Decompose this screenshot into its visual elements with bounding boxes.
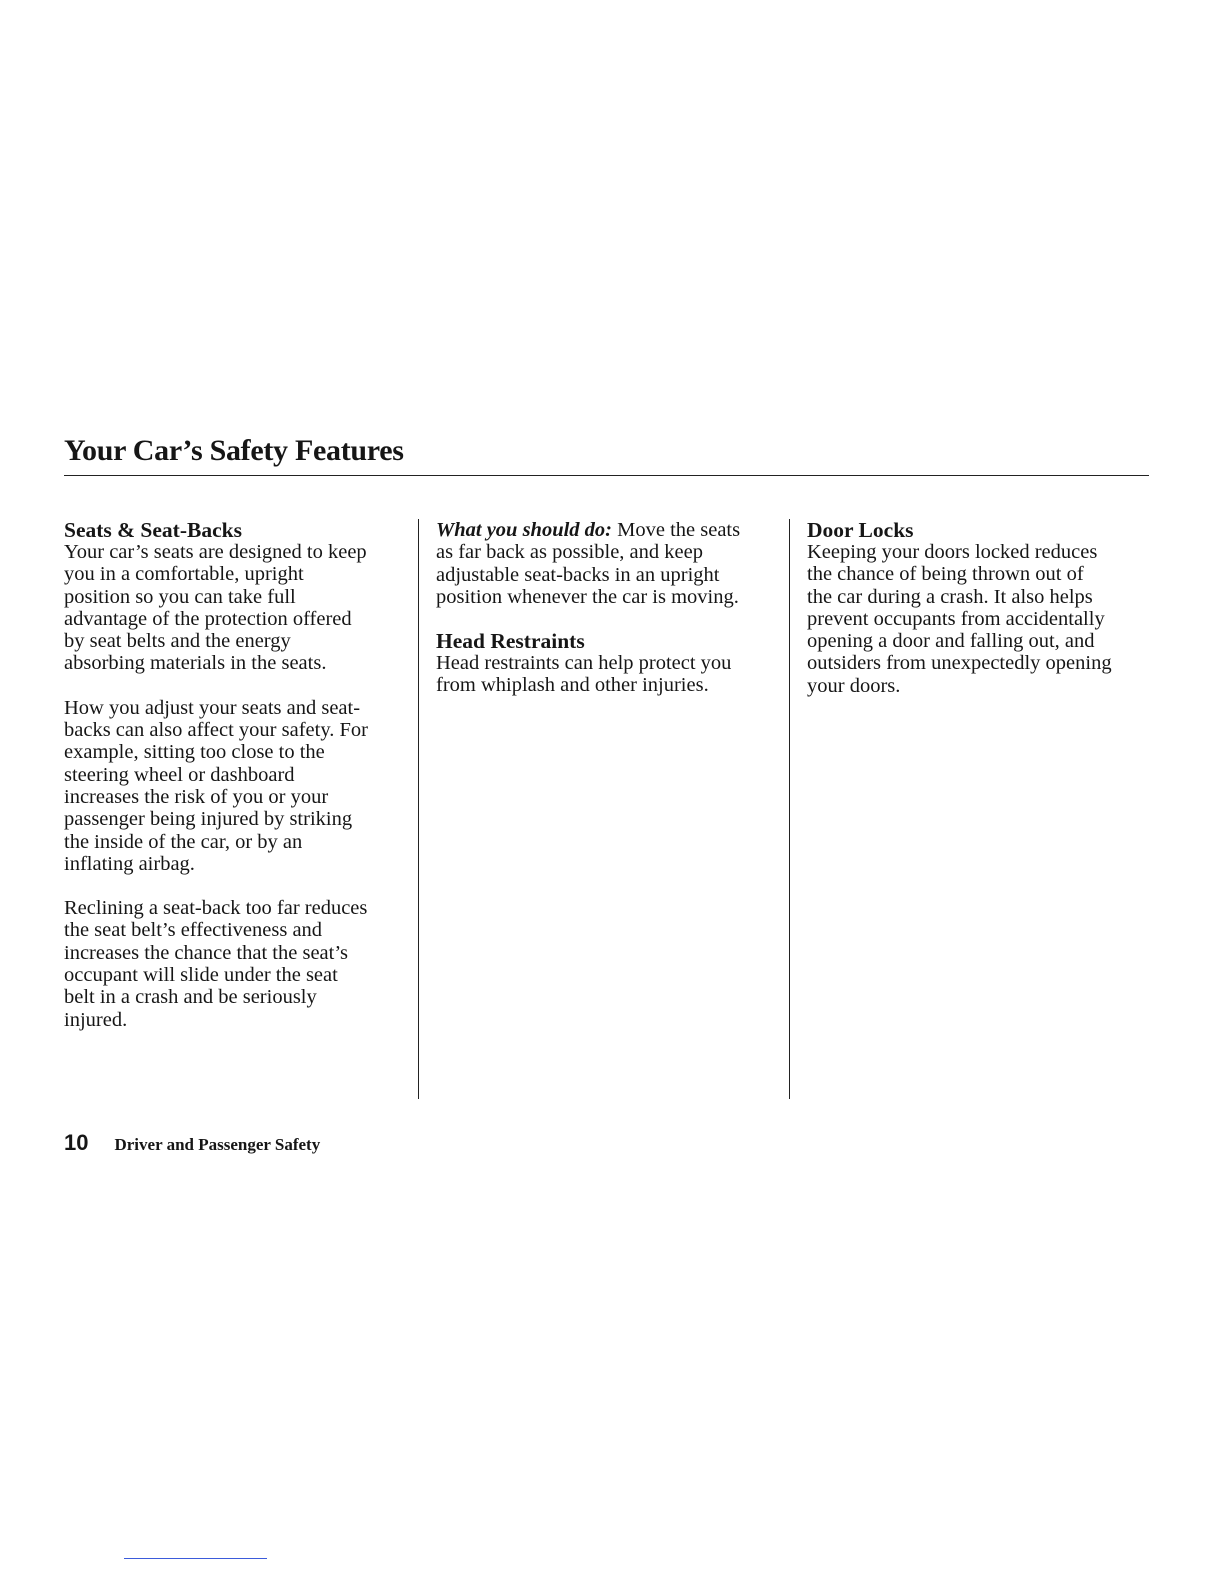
column-head-restraints xyxy=(418,519,790,1099)
page-title: Your Car’s Safety Features xyxy=(64,434,404,467)
column-seats xyxy=(64,519,414,1099)
what-you-should-do-text: Move the seats as far back as possible, and keep adjustable seat-backs in an upright position whenever the car is moving. xyxy=(436,519,741,608)
what-you-should-do-paragraph xyxy=(436,519,790,608)
seats-paragraph-2: How you adjust your seats and seat- backs can also affect your safety. For example, sitting too close to the steering wheel or dashboard increases the risk of you or your passenger being injured by striking the inside of the car, or by an inflating airbag. xyxy=(64,696,368,875)
heading-head-restraints: Head Restraints xyxy=(436,629,585,654)
what-you-should-do-lead: What you should do: xyxy=(436,519,613,541)
head-restraints-paragraph: Head restraints can help protect you from whiplash and other injuries. xyxy=(436,652,732,697)
heading-seats-seat-backs: Seats & Seat-Backs xyxy=(64,518,242,542)
page-footer xyxy=(64,1130,320,1156)
heading-door-locks: Door Locks xyxy=(807,518,914,542)
seats-paragraph-1: Your car’s seats are designed to keep you in a comfortable, upright position so you can take full advantage of the protection offered by seat belts and the energy absorbing materials in the seats. xyxy=(64,541,367,675)
seats-paragraph-3: Reclining a seat-back too far reduces the seat belt’s effectiveness and increases the chance that the seat’s occupant will slide under the seat belt in a crash and be seriously injured. xyxy=(64,897,368,1031)
title-rule xyxy=(64,475,1149,476)
door-locks-paragraph: Keeping your doors locked reduces the chance of being thrown out of the car during a crash. It also helps prevent occupants from accidentally opening a door and falling out, and outsiders from unexpectedly opening your doors. xyxy=(807,541,1112,697)
link-underline xyxy=(124,1558,267,1559)
page-number: 10 xyxy=(64,1130,89,1155)
footer-section-title: Driver and Passenger Safety xyxy=(114,1135,321,1154)
column-door-locks xyxy=(789,519,1149,1099)
